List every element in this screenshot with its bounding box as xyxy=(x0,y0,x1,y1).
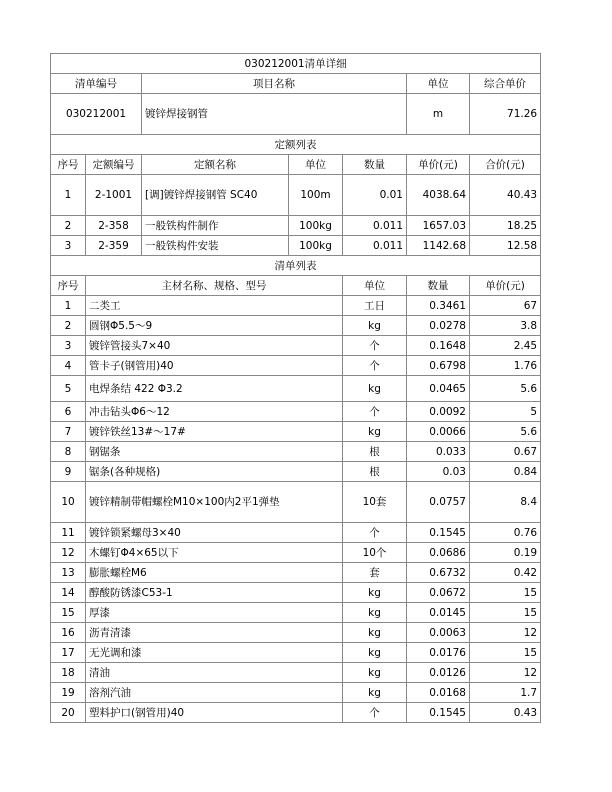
material-row-price: 0.42 xyxy=(470,563,541,583)
material-row-qty: 0.0145 xyxy=(407,603,470,623)
material-row-no: 12 xyxy=(51,543,86,563)
material-row xyxy=(51,482,541,523)
material-row-unit: kg xyxy=(343,422,407,442)
sheet-title: 030212001清单详细 xyxy=(51,54,541,74)
material-row-qty: 0.0465 xyxy=(407,376,470,402)
quota-header-price: 单价(元) xyxy=(407,155,470,175)
materials-header-unit: 单位 xyxy=(343,276,407,296)
material-row xyxy=(51,442,541,462)
material-row-no: 11 xyxy=(51,523,86,543)
material-row-unit: 10个 xyxy=(343,543,407,563)
material-row-no: 16 xyxy=(51,623,86,643)
material-row-qty: 0.0757 xyxy=(407,482,470,523)
material-row-no: 18 xyxy=(51,663,86,683)
material-row-unit: 套 xyxy=(343,563,407,583)
material-row-price: 0.67 xyxy=(470,442,541,462)
material-row-no: 13 xyxy=(51,563,86,583)
material-row-price: 2.45 xyxy=(470,336,541,356)
material-row-name: 圆钢Φ5.5～9 xyxy=(86,316,343,336)
material-row-price: 0.19 xyxy=(470,543,541,563)
material-row-no: 9 xyxy=(51,462,86,482)
material-row-unit: kg xyxy=(343,683,407,703)
material-row-name: 二类工 xyxy=(86,296,343,316)
quota-row-unit: 100m xyxy=(289,175,343,216)
sheet-title-row xyxy=(51,54,541,74)
quota-row-code: 2-358 xyxy=(86,216,142,236)
material-row xyxy=(51,543,541,563)
material-row-no: 8 xyxy=(51,442,86,462)
summary-code: 030212001 xyxy=(51,94,142,135)
material-row-qty: 0.3461 xyxy=(407,296,470,316)
quota-header-row xyxy=(51,155,541,175)
material-row-qty: 0.1545 xyxy=(407,523,470,543)
material-row-unit: kg xyxy=(343,643,407,663)
quota-row-qty: 0.011 xyxy=(343,216,407,236)
material-row xyxy=(51,376,541,402)
materials-header-price: 单价(元) xyxy=(470,276,541,296)
material-row-price: 8.4 xyxy=(470,482,541,523)
material-row xyxy=(51,583,541,603)
material-row-no: 19 xyxy=(51,683,86,703)
summary-header-row xyxy=(51,74,541,94)
material-row-price: 5.6 xyxy=(470,422,541,442)
quota-row-price: 1657.03 xyxy=(407,216,470,236)
quota-row-code: 2-359 xyxy=(86,236,142,256)
material-row-qty: 0.6732 xyxy=(407,563,470,583)
material-row-no: 2 xyxy=(51,316,86,336)
material-row-name: 冲击钻头Φ6～12 xyxy=(86,402,343,422)
summary-header-name: 项目名称 xyxy=(142,74,407,94)
material-row-no: 10 xyxy=(51,482,86,523)
material-row-qty: 0.0126 xyxy=(407,663,470,683)
material-row-name: 钢锯条 xyxy=(86,442,343,462)
material-row-qty: 0.1545 xyxy=(407,703,470,723)
quota-row-no: 1 xyxy=(51,175,86,216)
quota-row xyxy=(51,216,541,236)
quota-header-unit: 单位 xyxy=(289,155,343,175)
material-row-unit: kg xyxy=(343,316,407,336)
material-row-price: 0.76 xyxy=(470,523,541,543)
material-row-name: 木螺钉Φ4×65以下 xyxy=(86,543,343,563)
quota-row-total: 12.58 xyxy=(470,236,541,256)
material-row-no: 15 xyxy=(51,603,86,623)
quota-row-name: 一般铁构件安装 xyxy=(142,236,289,256)
quota-header-name: 定额名称 xyxy=(142,155,289,175)
material-row-no: 6 xyxy=(51,402,86,422)
material-row xyxy=(51,703,541,723)
material-row-name: 厚漆 xyxy=(86,603,343,623)
material-row-name: 镀锌精制带帽螺栓M10×100内2平1弹垫 xyxy=(86,482,343,523)
quota-row-qty: 0.011 xyxy=(343,236,407,256)
material-row xyxy=(51,603,541,623)
quota-row-code: 2-1001 xyxy=(86,175,142,216)
detail-sheet xyxy=(50,53,541,723)
material-row-name: 沥青清漆 xyxy=(86,623,343,643)
materials-header-name: 主材名称、规格、型号 xyxy=(86,276,343,296)
material-row-name: 膨胀螺栓M6 xyxy=(86,563,343,583)
material-row-name: 电焊条结 422 Φ3.2 xyxy=(86,376,343,402)
material-row-no: 14 xyxy=(51,583,86,603)
summary-name: 镀锌焊接钢管 xyxy=(142,94,407,135)
quota-section-title: 定额列表 xyxy=(51,135,541,155)
material-row xyxy=(51,643,541,663)
summary-unit: m xyxy=(407,94,470,135)
summary-header-unit: 单位 xyxy=(407,74,470,94)
material-row xyxy=(51,523,541,543)
material-row-no: 1 xyxy=(51,296,86,316)
materials-header-qty: 数量 xyxy=(407,276,470,296)
quota-row-no: 2 xyxy=(51,216,86,236)
material-row-price: 12 xyxy=(470,623,541,643)
quota-row xyxy=(51,236,541,256)
material-row-qty: 0.0063 xyxy=(407,623,470,643)
material-row xyxy=(51,336,541,356)
summary-header-code: 清单编号 xyxy=(51,74,142,94)
quota-row-price: 4038.64 xyxy=(407,175,470,216)
material-row-name: 醇酸防锈漆C53-1 xyxy=(86,583,343,603)
quota-header-total: 合价(元) xyxy=(470,155,541,175)
quota-header-qty: 数量 xyxy=(343,155,407,175)
material-row-qty: 0.0686 xyxy=(407,543,470,563)
material-row-unit: kg xyxy=(343,583,407,603)
material-row-unit: kg xyxy=(343,663,407,683)
material-row-price: 5 xyxy=(470,402,541,422)
material-row-qty: 0.0092 xyxy=(407,402,470,422)
material-row-unit: 个 xyxy=(343,356,407,376)
material-row-unit: 个 xyxy=(343,703,407,723)
material-row-no: 7 xyxy=(51,422,86,442)
material-row xyxy=(51,563,541,583)
material-row xyxy=(51,623,541,643)
quota-section-row xyxy=(51,135,541,155)
material-row-name: 镀锌锁紧螺母3×40 xyxy=(86,523,343,543)
material-row-no: 3 xyxy=(51,336,86,356)
materials-header-row xyxy=(51,276,541,296)
quota-row-total: 40.43 xyxy=(470,175,541,216)
quota-row-price: 1142.68 xyxy=(407,236,470,256)
material-row-name: 管卡子(钢管用)40 xyxy=(86,356,343,376)
material-row-price: 15 xyxy=(470,603,541,623)
material-row-unit: kg xyxy=(343,376,407,402)
material-row-unit: 个 xyxy=(343,336,407,356)
material-row-name: 无光调和漆 xyxy=(86,643,343,663)
material-row-unit: 工日 xyxy=(343,296,407,316)
material-row-qty: 0.0168 xyxy=(407,683,470,703)
material-row-qty: 0.6798 xyxy=(407,356,470,376)
material-row-price: 1.76 xyxy=(470,356,541,376)
material-row-unit: 10套 xyxy=(343,482,407,523)
material-row-no: 4 xyxy=(51,356,86,376)
quota-row-name: 一般铁构件制作 xyxy=(142,216,289,236)
summary-unit-price: 71.26 xyxy=(470,94,541,135)
quota-row-total: 18.25 xyxy=(470,216,541,236)
material-row xyxy=(51,663,541,683)
material-row-price: 15 xyxy=(470,643,541,663)
quota-row xyxy=(51,175,541,216)
material-row-name: 溶剂汽油 xyxy=(86,683,343,703)
material-row-price: 0.84 xyxy=(470,462,541,482)
material-row-name: 清油 xyxy=(86,663,343,683)
material-row xyxy=(51,683,541,703)
materials-section-row xyxy=(51,256,541,276)
summary-header-price: 综合单价 xyxy=(470,74,541,94)
material-row-no: 17 xyxy=(51,643,86,663)
material-row-price: 1.7 xyxy=(470,683,541,703)
material-row-name: 镀锌铁丝13#～17# xyxy=(86,422,343,442)
material-row-qty: 0.1648 xyxy=(407,336,470,356)
material-row xyxy=(51,402,541,422)
material-row-name: 锯条(各种规格) xyxy=(86,462,343,482)
material-row-no: 5 xyxy=(51,376,86,402)
material-row-unit: 根 xyxy=(343,442,407,462)
material-row-qty: 0.033 xyxy=(407,442,470,462)
material-row xyxy=(51,422,541,442)
quota-row-name: [调]镀锌焊接钢管 SC40 xyxy=(142,175,289,216)
materials-section-title: 清单列表 xyxy=(51,256,541,276)
quota-row-unit: 100kg xyxy=(289,236,343,256)
material-row-price: 5.6 xyxy=(470,376,541,402)
material-row-price: 67 xyxy=(470,296,541,316)
material-row-qty: 0.03 xyxy=(407,462,470,482)
materials-header-no: 序号 xyxy=(51,276,86,296)
material-row-price: 3.8 xyxy=(470,316,541,336)
material-row xyxy=(51,462,541,482)
material-row-qty: 0.0672 xyxy=(407,583,470,603)
material-row-name: 镀锌管接头7×40 xyxy=(86,336,343,356)
quota-header-code: 定额编号 xyxy=(86,155,142,175)
material-row-unit: 根 xyxy=(343,462,407,482)
material-row-price: 0.43 xyxy=(470,703,541,723)
material-row xyxy=(51,356,541,376)
material-row-unit: kg xyxy=(343,603,407,623)
material-row-no: 20 xyxy=(51,703,86,723)
quota-row-qty: 0.01 xyxy=(343,175,407,216)
material-row-unit: 个 xyxy=(343,523,407,543)
summary-row xyxy=(51,94,541,135)
material-row xyxy=(51,316,541,336)
material-row-qty: 0.0176 xyxy=(407,643,470,663)
quota-header-no: 序号 xyxy=(51,155,86,175)
material-row-price: 15 xyxy=(470,583,541,603)
material-row xyxy=(51,296,541,316)
material-row-unit: 个 xyxy=(343,402,407,422)
quota-row-unit: 100kg xyxy=(289,216,343,236)
material-row-qty: 0.0066 xyxy=(407,422,470,442)
material-row-unit: kg xyxy=(343,623,407,643)
quota-row-no: 3 xyxy=(51,236,86,256)
material-row-qty: 0.0278 xyxy=(407,316,470,336)
material-row-name: 塑料护口(钢管用)40 xyxy=(86,703,343,723)
material-row-price: 12 xyxy=(470,663,541,683)
